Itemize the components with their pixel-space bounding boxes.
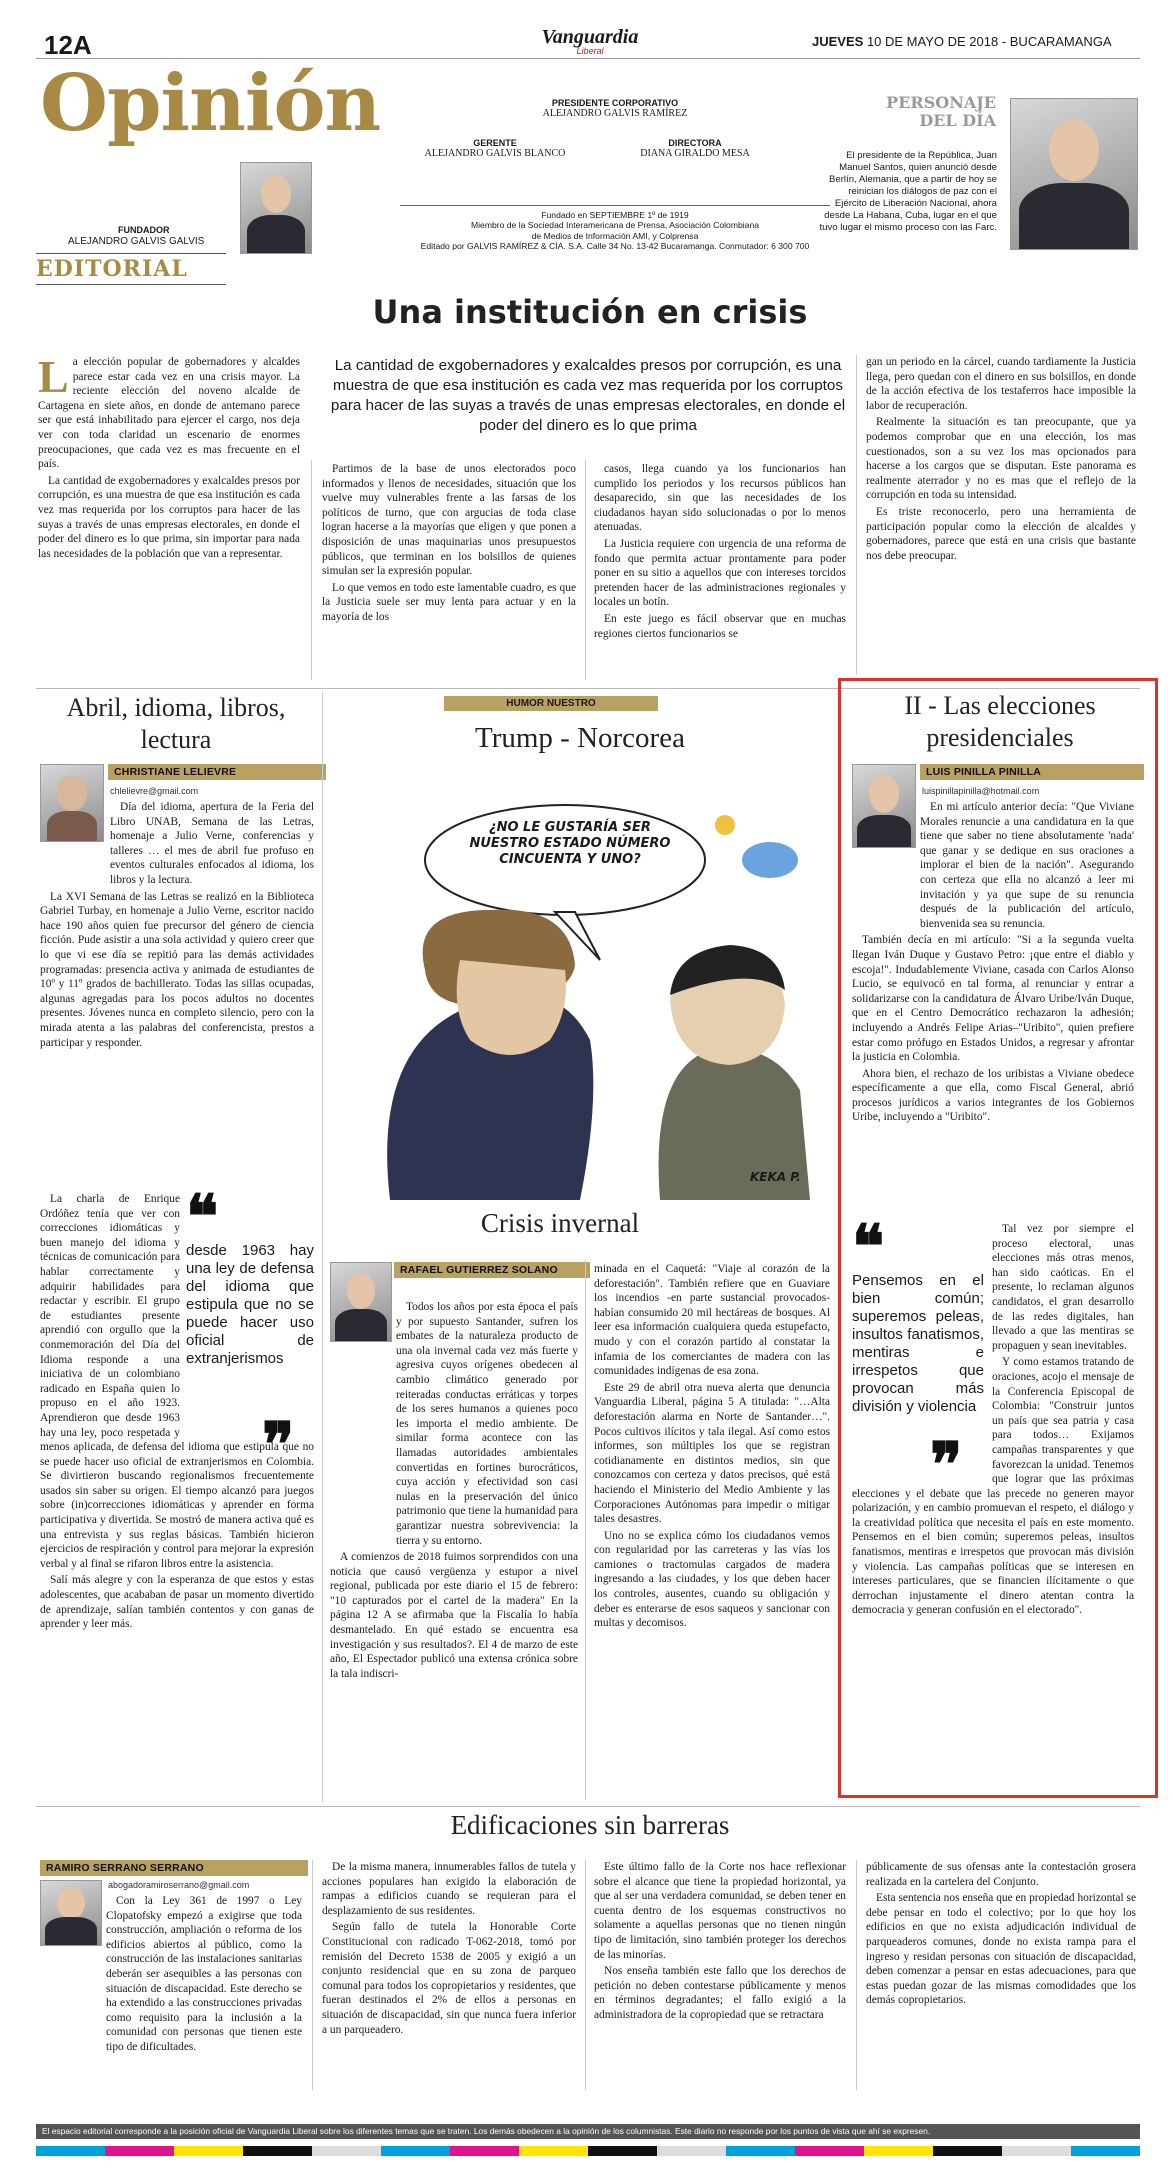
directora-block bbox=[605, 138, 785, 159]
edificaciones-col2-p1: De la misma manera, innumerables fallos de tutela y acciones populares han exigido la elaboración de rampas a edificios cuando se requieran para el desplazamiento de sus residentes. bbox=[322, 1861, 576, 1917]
edificaciones-byline: RAMIRO SERRANO SERRANO bbox=[40, 1860, 308, 1876]
editorial-col2-p2: Lo que vemos en todo este lamentable cuadro, es que la Justicia suele ser muy lenta para actuar y en la mayoría de los bbox=[322, 581, 576, 623]
editorial-col4-p3: Es triste reconocerlo, pero una herramienta de participación popular como la elección de alcaldes y gobernadores, parece que está en una crisis que bastante nos debe preocupar. bbox=[866, 505, 1136, 562]
editorial-deck: La cantidad de exgobernadores y exalcaldes presos por corrupción, es una muestra de que esa institución es cada vez mas requerida por los corruptos para hacer de las suyas a través de unas empresas electorales, en donde el poder del dinero es lo que prima bbox=[330, 357, 846, 434]
section-title: Opinión bbox=[40, 58, 381, 149]
presidente-name: ALEJANDRO GALVIS RAMÍREZ bbox=[542, 108, 688, 119]
founded-line4: Editado por GALVIS RAMÍREZ & CÍA. S.A. Calle 34 No. 13-42 Bucaramanga. Conmutador: 6 300 700 bbox=[420, 241, 810, 252]
masthead-divider bbox=[400, 205, 830, 206]
footer-disclaimer: El espacio editorial corresponde a la posición oficial de Vanguardia Liberal sobre los diferentes temas que se traten. Los demás obedecen a la opinión de los columnistas. Este diario no responde por los puntos de vista que ahí se expresen. bbox=[36, 2124, 1140, 2139]
abril-lead: Día del idioma, apertura de la Feria del Libro UNAB, Semana de las Letras, homenaje a Julio Verne, conferencias y talleres … el mes de abril fue profuso en eventos culturales enfocados al idioma, los libros y la lectura. bbox=[110, 801, 314, 886]
abril-byline: CHRISTIANE LELIEVRE bbox=[108, 764, 326, 780]
editorial-col-2 bbox=[322, 462, 576, 625]
brand-name: Vanguardia bbox=[541, 26, 639, 48]
editorial-col-1 bbox=[38, 351, 300, 561]
edificaciones-col-2 bbox=[322, 1860, 576, 2037]
crisis-col2-p1: minada en el Caquetá: "Viaje al corazón de la deforestación". También refiere que en Guaviare los incendios -en parte sustancial provocados- habían consumido 20 mil hectáreas de bosques. Al leer esa información cualquiera queda estupefacto, mudo y con el corazón partido al constatar la infamia de los comerciantes de madera con las comunidades indígenas de esa zona. bbox=[594, 1263, 830, 1378]
elecciones-p4: Y como estamos tratando de oraciones, acojo el mensaje de la Conferencia Episcopal de Colombia: "Construir juntos un país que sea patria y casa para todos… Exijamos campañas transparentes y que favorezcan la unidad. Tenemos que lograr que las próximas elecciones y el debate que las precede no generen mayor polarización, y en cambio promuevan el respeto, el diálogo y la creatividad política que necesita el país en este momento. Pensemos en el bien común; superemos peleas, insultos fanatismos, mentiras e irrespetos que provocan más división y violencia. Las campañas políticas que se interesen en intereses particulares, que se financien ilícitamente o que derrochan injustamente el dinero atentan contra la democracia y generan confusión en el electorado". bbox=[852, 1356, 1134, 1617]
founded-line3: de Medios de Información AMI, y Colprensa bbox=[531, 230, 699, 241]
editorial-col2-p1: Partimos de la base de unos electorados poco informados y llenos de necesidades, situación que los vuelve muy vulnerables frente a las farsas de los políticos de turno, que con argucias de toda clase logran hacerse a la mayorías que eligen y que ponen a disposición de unas maquinarias unos presupuestos públicos, que terminan en los bolsillos de quienes simulan ser la expresión popular. bbox=[322, 463, 576, 578]
crisis-title: Crisis invernal bbox=[480, 1208, 640, 1238]
editorial-tag bbox=[36, 253, 226, 285]
personaje-text: El presidente de la República, Juan Manuel Santos, quien anunció desde Berlín, Alemania, que a partir de hoy se reinician los diálogos de paz con el Ejército de Liberación Nacional, ahora desde La Habana, Cuba, lugar en el que tuvo lugar el mismo proceso con las Farc. bbox=[819, 150, 997, 233]
editorial-col3-p1: casos, llega cuando ya los funcionarios han cumplido los periodos y los recursos públicos han desaparecido, sin que las necesidades de los ciudadanos hayan sido solucionadas o por lo menos atenuadas. bbox=[594, 463, 846, 534]
crisis-col2-p2: Este 29 de abril otra nueva alerta que denuncia Vanguardia Liberal, página 5 A titulada: "…Alta deforestación alarma en Norte de Santander…". Pocos cultivos ilícitos y tala ilegal. Así como estos informes, son múltiples los que se registran cotidianamente en distintos medios, sin que conozcamos con certeza y datos precisos, qué está haciendo el Ministerio del Medio Ambiente y las Corporaciones Autónomas para impedir o mitigar tales desastres. bbox=[594, 1381, 830, 1526]
elecciones-open-quote-icon: ❝ bbox=[852, 1212, 885, 1282]
edificaciones-col2-p2: Según fallo de tutela la Honorable Corte Constitucional con radicado T-062-2018, tomó por remisión del Decreto 1538 de 2005 y exigió a un conjunto residencial que en su zona de parqueo comunal para todos los copropietarios y residentes, que fueran destinados el 2% de ellos a personas en situación de discapacidad, sin que nunca fuera inferior a un parqueadero. bbox=[322, 1921, 576, 2036]
brand-sub: Liberal bbox=[576, 46, 604, 56]
page-number: 12A bbox=[44, 30, 92, 60]
elecciones-email: luispinillapinilla@hotmail.com bbox=[922, 786, 1040, 796]
fundador-name: ALEJANDRO GALVIS GALVIS bbox=[68, 236, 205, 247]
editorial-col-3 bbox=[594, 462, 846, 641]
edificaciones-col3-p2: Nos enseña también este fallo que los derechos de petición no deben contestarse públicamente y menos en términos degradantes; el fallo exigió a la administradora de la copropiedad que se retractara bbox=[594, 1965, 846, 2021]
directora-label: DIRECTORA bbox=[668, 138, 722, 148]
editorial-col4-p1: gan un periodo en la cárcel, cuando tardiamente la Justicia llega, pero quedan con el dinero en sus bolsillos, en donde de la acción efectiva de los testaferros hace imposible la labor de recuperación. bbox=[866, 356, 1136, 412]
editorial-col1-p2: La cantidad de exgobernadores y exalcaldes presos por corrupción, es una muestra de que esa institución es cada vez mas requerida por los corruptos para hacer de las suyas a través de unas empresas electorales, en donde el poder del dinero es lo que prima, sin importar para nada las necesidades de la población que van a representar. bbox=[38, 474, 300, 560]
personaje-label2: DEL DÍA bbox=[919, 111, 996, 130]
abril-body bbox=[40, 800, 314, 1050]
elecciones-p3: Tal vez por siempre el proceso electoral, unas elecciones más otras menos, han sido caóticas. En el presente, lo reclaman algunos candidatos, el gran desarrollo de las redes digitales, han llevado a que las mentiras se propaguen y sean inevitables. bbox=[992, 1223, 1134, 1352]
cartoon-illustration bbox=[330, 800, 830, 1200]
masthead-staff bbox=[400, 98, 830, 119]
edificaciones-email: abogadoramiroserrano@gmail.com bbox=[108, 1880, 250, 1890]
gerente-label: GERENTE bbox=[473, 138, 517, 148]
elecciones-close-quote-icon: ❞ bbox=[930, 1430, 963, 1500]
fundador-label: FUNDADOR bbox=[118, 225, 170, 235]
edificaciones-col4-p1: públicamente de sus ofensas ante la contestación grosera realizada en la cartelera del Conjunto. bbox=[866, 1861, 1136, 1888]
personaje-label1: PERSONAJE bbox=[886, 93, 996, 112]
brand-logo bbox=[520, 27, 660, 56]
cartoon-balloon-text: ¿NO LE GUSTARÍA SER NUESTRO ESTADO NÚMERO CINCUENTA Y UNO? bbox=[469, 820, 671, 867]
elecciones-title: II - Las elecciones presidenciales bbox=[904, 691, 1096, 752]
header-date bbox=[812, 34, 1112, 49]
personaje-photo bbox=[1010, 98, 1138, 250]
founded-info bbox=[370, 210, 860, 252]
elecciones-body bbox=[852, 800, 1134, 1125]
cartoon-signature: KEKA P. bbox=[750, 1170, 801, 1184]
edificaciones-title: Edificaciones sin barreras bbox=[450, 1810, 730, 1840]
edificaciones-col3-p1: Este último fallo de la Corte nos hace reflexionar sobre el alcance que tiene la propiedad horizontal, ya que al ser una verdadera comunidad, se deben tener en cuenta dentro de los esquemas constructivos no solamente a aquellas personas que no tienen ningún tipo de limitación, sino también proteger los derechos de las minorías. bbox=[594, 1861, 846, 1961]
date-day: JUEVES bbox=[812, 34, 864, 49]
date-rest: 10 DE MAYO DE 2018 - BUCARAMANGA bbox=[866, 34, 1112, 49]
abril-pullquote: desde 1963 hay una ley de defensa del idioma que estipula que no se puede hacer uso oficial de extranjerismos bbox=[186, 1242, 314, 1367]
elecciones-p1: También decía en mi artículo: "Si a la segunda vuelta llegan Iván Duque y Gustavo Petro: ¡que entre el diablo y escoja!". Indudablemente Viviane, casada con Carlos Alonso Lucio, se equivocó en tal forma, al renunciar y entrar a solidarizarse con la candidatura de Álvaro Uribe/Iván Duque, que en el Centro Democrático rechazaron la adhesión; incluyendo a Andrés Felipe Arias–"Uribito", quien prefiere estar como prófugo en Estados Unidos, a regresar y afrontar la justicia en Colombia. bbox=[852, 934, 1134, 1064]
presidente-label: PRESIDENTE CORPORATIVO bbox=[551, 98, 679, 108]
founded-line2: Miembro de la Sociedad Interamericana de Prensa, Asociación Colombiana bbox=[470, 220, 760, 231]
color-registration-bar bbox=[36, 2146, 1140, 2156]
edificaciones-col4-p2: Esta sentencia nos enseña que en propiedad horizontal se debe pensar en todo el colectivo; por lo que hoy los edificios en que no exista adjudicación individual de parqueaderos comunes, donde no exista rampa para el ingreso y residan personas con situación de discapacidad, deben comenzar a pensar en estas adecuaciones, para que estas puedan gozar de las mismas comodidades que los demás copropietarios. bbox=[866, 1892, 1136, 2007]
abril-p3: Salí más alegre y con la esperanza de que estos y estas adolescentes, que acababan de pasar un momento divertido de aprendizaje, salían también contentos y con ganas de aprender y leer más. bbox=[40, 1574, 314, 1631]
directora-name: DIANA GIRALDO MESA bbox=[640, 148, 750, 159]
personaje-title bbox=[868, 94, 996, 130]
abril-email: chlelievre@gmail.com bbox=[110, 786, 199, 796]
editorial-col3-p3: En este juego es fácil observar que en muchas regiones ciertos funcionarios se bbox=[594, 612, 846, 640]
edificaciones-col-3 bbox=[594, 1860, 846, 2023]
elecciones-pullquote: Pensemos en el bien común; superemos peleas, insultos fanatismos, mentiras e irrespetos que provocan más división y violencia bbox=[852, 1272, 984, 1415]
edificaciones-col1-p1: Con la Ley 361 de 1997 o Ley Clopatofsky empezó a exigirse que toda construcción, ampliación o reforma de los edificios abiertos al público, como la construcción de las instalaciones sanitarias deberán ser asequibles a las personas con situación de discapacidad. Este derecho se ha extendido a las construcciones privadas como requisito para la inclusión a la comunidad con personas que tienen este tipo de dificultades. bbox=[106, 1895, 302, 2053]
abril-pullquote-box bbox=[186, 1182, 314, 1422]
crisis-col-2 bbox=[594, 1262, 830, 1631]
abril-close-quote-icon: ❞ bbox=[262, 1410, 295, 1480]
editorial-col4-p2: Realmente la situación es tan preocupante, que ya podemos comprobar que en una elección, los mas cuestionados, son a su vez los mas opcionados para hacerse a los cargos que se disputan. Este panorama es realmente aterrador y no es mas que el reflejo de la corrupción en toda su intensidad. bbox=[866, 416, 1136, 502]
crisis-byline: RAFAEL GUTIERREZ SOLANO bbox=[394, 1262, 590, 1278]
elecciones-byline: LUIS PINILLA PINILLA bbox=[920, 764, 1144, 780]
gerente-block bbox=[405, 138, 585, 159]
founded-line1: Fundado en SEPTIEMBRE 1º de 1919 bbox=[541, 210, 689, 220]
crisis-col1-p2: A comienzos de 2018 fuimos sorprendidos con una noticia que causó vergüenza y estupor a nivel regional, publicada por este diario el 15 de febrero: "10 capturados por el cartel de la madera" En la página 12 A se afirmaba que la Fiscalía lo había desmantelado. En qué estado se encuentra esa investigación y sus resultados?. El 4 de marzo de este año, El Espectador publicó una extensa crónica sobre la tala indiscri- bbox=[330, 1551, 578, 1680]
abril-p1: La XVI Semana de las Letras se realizó en la Biblioteca Gabriel Turbay, en homenaje a Julio Verne, escritor nacido hace 190 años quien fue precursor del género de ciencia ficción. Pude asistir a una sola actividad y quiero creer que lo que vi ese día se repitió para las demás actividades programadas: presencia activa y animada de estudiantes de 10º y 11º grados de bachillerato. Todas las sillas ocupadas, algunas agregadas para los pocos adultos no docentes presentes. Jóvenes nunca en completo silencio, pero con la mirada atenta a las palabras del conferencista, prestos a participar y responder. bbox=[40, 890, 314, 1049]
elecciones-pullquote-box bbox=[852, 1212, 984, 1472]
abril-p2: La charla de Enrique Ordóñez tenía que ver con correcciones idiomáticas y buen manejo del idioma y técnicas de comunicación para hablar correctamente y adquirir habilidades para redactar y escribir. El grupo de estudiantes presente aprendió con orgullo que la conmemoración del Día del Idioma responde a una iniciativa de un colombiano radicado en España quien lo propuso en el año 1923. Aprendieron que desde 1963 hay una ley, poco respetada y menos aplicada, de defensa del idioma que estipula que no se puede hacer uso oficial de extranjerismos en Colombia. Se divirtieron buscando regionalismos frecuentemente usados sin saber su origen. El tiempo alcanzó para juegos sobre (in)correcciones idiomáticas y aprender en forma participativa y divertida. Se mostró de manera activa qué es una entrevista y sus reglas básicas. También hicieron ejercicios de respiración y control para mejorar la expresión verbal y al final se rifaron libros entre la asistencia. bbox=[40, 1193, 314, 1570]
crisis-col1-p1: Todos los años por esta época el país y por supuesto Santander, sufren los embates de la naturaleza producto de una ola invernal cada vez más fuerte y agresiva cuyos orígenes obedecen al cambio climático generado por reiteradas conductas erráticas y torpes de los seres humanos a quienes poco les importa el medio ambiente. De similar forma acontece con las llamadas autoridades ambientales convertidas en fortines burocráticos, cuya acción y efectividad son casi nulas en la preservación del único patrimonio que tiene la humanidad para garantizar nuestra sobrevivencia: la tierra y su entorno. bbox=[396, 1301, 578, 1547]
editorial-col-4 bbox=[866, 355, 1136, 675]
elecciones-body-2 bbox=[852, 1212, 1134, 1618]
editorial-tag-label: EDITORIAL bbox=[36, 256, 188, 282]
crisis-col2-p3: Uno no se explica cómo los ciudadanos vemos con regularidad por las carreteras y las vías los camiones o tractomulas cargados de madera ingresando a las ciudades, y los que deben hacer los controles, ausentes, cuando su obligación y deber es enterarse de esos saqueos y sancionar con multas y decomisos. bbox=[594, 1529, 830, 1630]
editorial-col1-p1: a elección popular de gobernadores y alcaldes parece estar cada vez en una crisis mayor. La reciente elección del noveno alcalde de Cartagena en siete años, en donde de antemano parece ser que está inhabilitado para ejercer el cargo, nos deja ver con toda claridad un escenario de enormes preocupaciones, que cada vez es mas frecuente en el país. bbox=[38, 356, 300, 471]
elecciones-lead: En mi artículo anterior decía: "Que Viviane Morales renuncie a una candidatura en la que tiene que saber no tiene absolutamente 'nada' que ganar y se dedique en sus oraciones a implorar el bien de la nación". Asegurando con certeza que ella no alcanzó a leer mi invitación y ya que supe de su renuncia después de la publicación del artículo, bienvenida sea su renuncia. bbox=[920, 801, 1134, 930]
edificaciones-col-1 bbox=[40, 1894, 302, 2055]
middle-bottom-rule bbox=[36, 1806, 1140, 1807]
founder-photo bbox=[240, 162, 312, 254]
elecciones-p2: Ahora bien, el rechazo de los uribistas a Viviane obedece específicamente a que ella, como Fiscal General, abrió procesos jurídicos a varios integrantes de los Gobiernos Uribe, incluyendo a "Uribito". bbox=[852, 1067, 1134, 1124]
crisis-col-1 bbox=[330, 1300, 578, 1681]
gerente-name: ALEJANDRO GALVIS BLANCO bbox=[424, 148, 566, 159]
open-quote-icon: ❝ bbox=[186, 1182, 219, 1252]
humor-tag: HUMOR NUESTRO bbox=[444, 696, 658, 711]
edificaciones-col-4 bbox=[866, 1860, 1136, 2008]
humor-title: Trump - Norcorea bbox=[475, 722, 685, 754]
editorial-col3-p2: La Justicia requiere con urgencia de una reforma de fondo que permita actuar prontamente para poder poner en su sitio a aquellos que con intereses torcidos pretenden hacer de las administraciones regionales y locales un botín. bbox=[594, 537, 846, 609]
dropcap: L bbox=[38, 351, 69, 402]
abril-title: Abril, idioma, libros, lectura bbox=[66, 693, 286, 754]
editorial-title: Una institución en crisis bbox=[372, 293, 808, 331]
